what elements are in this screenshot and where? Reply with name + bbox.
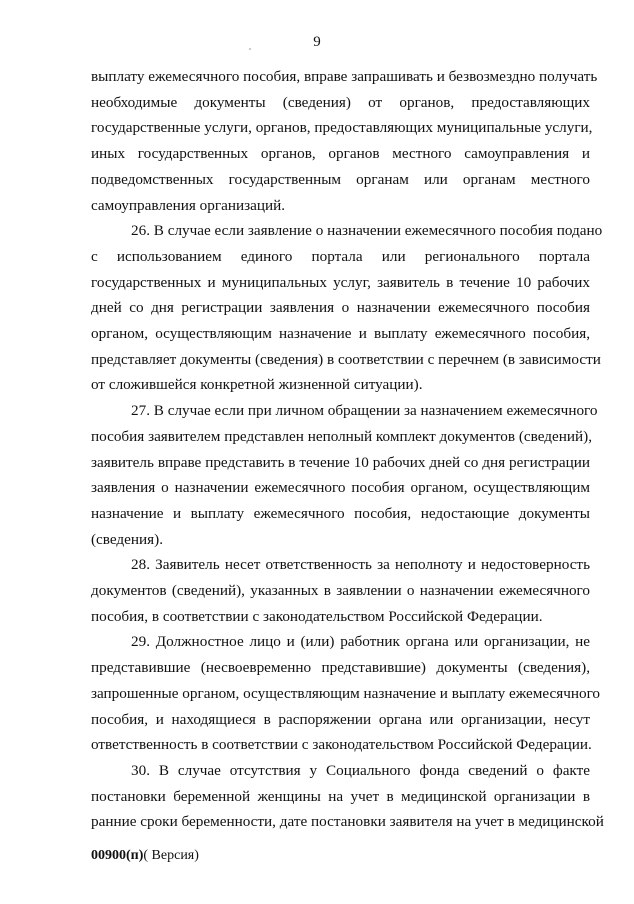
text-line: органом, осуществляющим назначение и выплату ежемесячного пособия,	[91, 325, 590, 343]
paragraph-29	[91, 629, 601, 758]
text-line: заявитель вправе представить в течение 10 рабочих дней со дня регистрации	[91, 453, 590, 471]
paragraph-27	[91, 398, 598, 552]
text-line: иных государственных органов, органов местного самоуправления и	[91, 145, 590, 163]
document-footer	[91, 848, 199, 864]
document-version: ( Версия)	[143, 848, 199, 863]
text-line: выплату ежемесячного пособия, вправе запрашивать и безвозмездно получать	[91, 68, 598, 85]
paragraph-30	[91, 758, 604, 835]
text-line: ранние сроки беременности, дате постановки заявителя на учет в медицинской	[91, 813, 604, 831]
text-line: государственных и муниципальных услуг, заявитель в течение 10 рабочих	[91, 273, 590, 291]
paragraph-28	[91, 552, 590, 629]
text-line: необходимые документы (сведения) от органов, предоставляющих	[91, 93, 590, 111]
text-line: самоуправления организаций.	[91, 196, 286, 214]
paragraph-25-continuation	[91, 64, 598, 218]
text-line: 27. В случае если при личном обращении за назначением ежемесячного	[131, 402, 598, 420]
text-line: подведомственных государственным органам или органам местного	[91, 170, 590, 188]
text-line: представившие (несвоевременно представившие) документы (сведения),	[91, 659, 590, 677]
text-line: ответственность в соответствии с законодательством Российской Федерации.	[91, 736, 592, 754]
text-line: 29. Должностное лицо и (или) работник органа или организации, не	[131, 633, 590, 651]
paragraph-26	[91, 218, 603, 398]
text-line: от сложившейся конкретной жизненной ситуации).	[91, 376, 423, 394]
document-code: 00900(п)	[91, 848, 144, 863]
document-body	[91, 64, 604, 835]
text-line: назначение и выплату ежемесячного пособия, недостающие документы	[91, 504, 590, 522]
page-number: 9	[313, 34, 321, 50]
text-line: государственные услуги, органов, предоставляющих муниципальные услуги,	[91, 119, 593, 137]
text-line: 28. Заявитель несет ответственность за неполноту и недостоверность	[131, 556, 590, 574]
text-line: документов (сведений), указанных в заявлении о назначении ежемесячного	[91, 582, 590, 600]
scan-speck	[249, 48, 251, 50]
text-line: пособия заявителем представлен неполный комплект документов (сведений),	[91, 427, 593, 445]
text-line: постановки беременной женщины на учет в медицинской организации в	[91, 787, 590, 805]
text-line: (сведения).	[91, 530, 163, 548]
text-line: дней со дня регистрации заявления о назначении ежемесячного пособия	[91, 299, 590, 317]
text-line: запрошенные органом, осуществляющим назначение и выплату ежемесячного	[91, 684, 601, 702]
text-line: заявления о назначении ежемесячного пособия органом, осуществляющим	[91, 479, 590, 497]
text-line: 26. В случае если заявление о назначении ежемесячного пособия подано	[131, 222, 603, 240]
text-line: с использованием единого портала или регионального портала	[91, 247, 590, 265]
text-line: 30. В случае отсутствия у Социального фонда сведений о факте	[131, 761, 590, 779]
text-line: пособия, в соответствии с законодательством Российской Федерации.	[91, 607, 543, 625]
text-line: пособия, и находящиеся в распоряжении органа или организации, несут	[91, 710, 590, 728]
text-line: представляет документы (сведения) в соответствии с перечнем (в зависимости	[91, 350, 601, 368]
